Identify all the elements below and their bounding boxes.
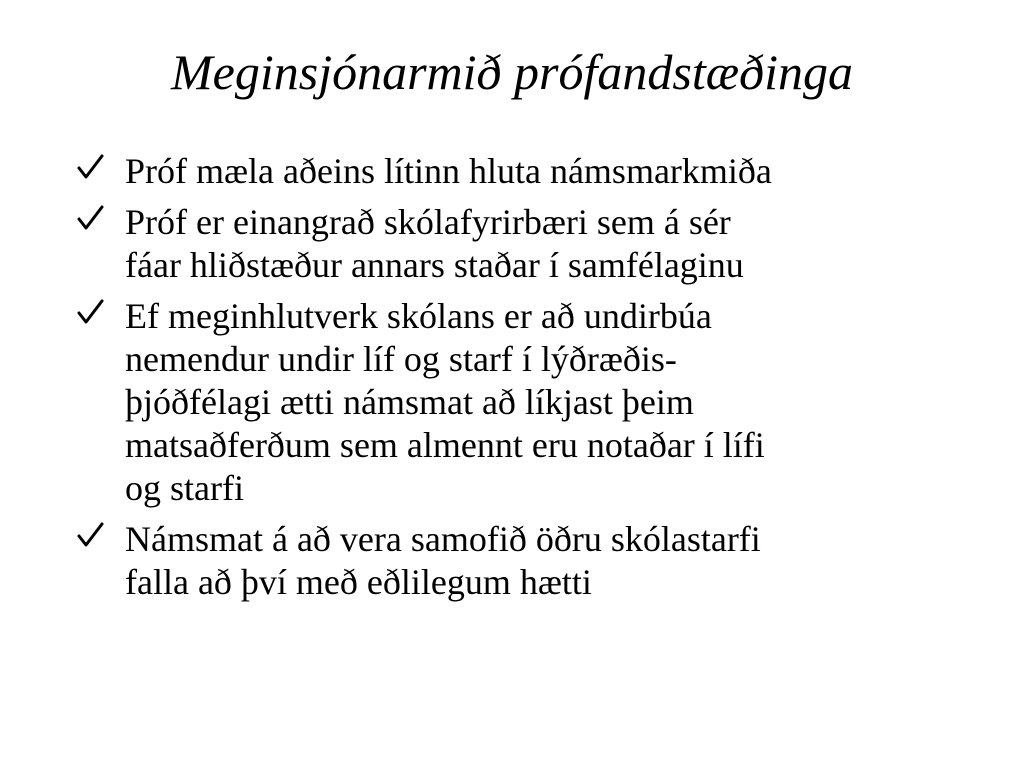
slide-title: Meginsjónarmið prófandstæðinga: [171, 44, 853, 100]
check-icon: [76, 298, 104, 326]
check-icon: [76, 204, 104, 232]
bullet-line: og starfi: [125, 468, 244, 508]
bullet-item: [74, 295, 954, 510]
bullet-line: falla að því með eðlilegum hætti: [125, 562, 592, 602]
bullet-item: [74, 518, 954, 604]
bullet-text: [125, 150, 954, 193]
bullet-line: Ef meginhlutverk skólans er að undirbúa: [125, 296, 712, 336]
bullet-item: [74, 201, 954, 287]
check-icon: [76, 521, 104, 549]
bullet-item: [74, 150, 954, 193]
bullet-line: Námsmat á að vera samofið öðru skólastarfi: [125, 519, 761, 559]
bullet-line: Próf mæla aðeins lítinn hluta námsmarkmiða: [125, 151, 772, 191]
bullet-line: þjóðfélagi ætti námsmat að líkjast þeim: [125, 382, 694, 422]
bullet-text: [125, 518, 954, 604]
bullet-line: nemendur undir líf og starf í lýðræðis-: [125, 339, 677, 379]
bullet-line: Próf er einangrað skólafyrirbæri sem á sér: [125, 202, 731, 242]
bullet-text: [125, 201, 954, 287]
bullet-line: matsaðferðum sem almennt eru notaðar í lífi: [125, 425, 765, 465]
bullet-line: fáar hliðstæður annars staðar í samfélaginu: [125, 245, 744, 285]
check-icon: [76, 153, 104, 181]
bullet-list: [74, 150, 954, 612]
bullet-text: [125, 295, 954, 510]
